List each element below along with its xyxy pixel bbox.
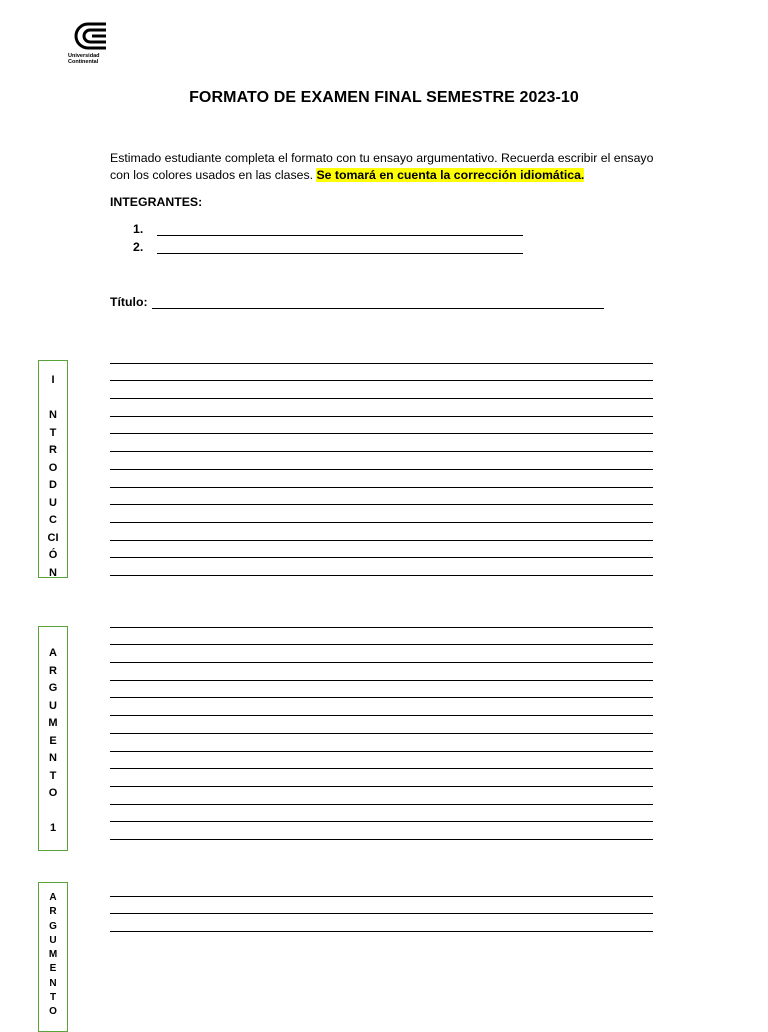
logo-text xyxy=(68,53,110,65)
section-letter xyxy=(51,390,54,408)
writing-line[interactable] xyxy=(110,628,653,646)
writing-line[interactable] xyxy=(110,822,653,840)
section-letter: T xyxy=(49,769,57,782)
section-letter: O xyxy=(49,1006,57,1018)
writing-line[interactable] xyxy=(110,346,653,364)
writing-line[interactable] xyxy=(110,787,653,805)
writing-line[interactable] xyxy=(110,470,653,488)
logo-line1: Universidad xyxy=(68,53,100,59)
section-letter: U xyxy=(49,496,57,509)
section-letter: M xyxy=(48,717,58,729)
continental-logo-icon xyxy=(68,22,108,50)
section-letter: A xyxy=(49,647,57,659)
logo-line2: Continental xyxy=(68,59,99,65)
titulo-blank-line[interactable] xyxy=(152,298,604,309)
section-letter: M xyxy=(48,949,58,961)
writing-line[interactable] xyxy=(110,541,653,559)
writing-line[interactable] xyxy=(110,558,653,576)
writing-line[interactable] xyxy=(110,417,653,435)
instructions-paragraph xyxy=(110,150,655,184)
writing-line[interactable] xyxy=(110,734,653,752)
writing-line[interactable] xyxy=(110,681,653,699)
section-label-argumento-2 xyxy=(38,882,68,1032)
section-letter: U xyxy=(49,934,57,946)
writing-line[interactable] xyxy=(110,716,653,734)
section-letter: R xyxy=(49,906,57,918)
section-letter: C xyxy=(49,514,57,526)
writing-lines-argumento-2[interactable] xyxy=(110,879,653,932)
section-letter: R xyxy=(49,664,57,677)
writing-line[interactable] xyxy=(110,805,653,823)
writing-line[interactable] xyxy=(110,769,653,787)
writing-line[interactable] xyxy=(110,452,653,470)
section-letter: O xyxy=(48,461,58,474)
writing-line[interactable] xyxy=(110,399,653,417)
member-number: 1. xyxy=(133,222,144,236)
instructions-highlight: Se tomará en cuenta la corrección idiomática. xyxy=(316,168,585,182)
university-logo xyxy=(68,22,110,65)
integrantes-label: INTEGRANTES: xyxy=(110,195,203,209)
section-letter: G xyxy=(48,682,58,694)
writing-line[interactable] xyxy=(110,663,653,681)
member-number: 2. xyxy=(133,240,144,254)
section-letter xyxy=(51,803,54,821)
writing-lines-argumento-1[interactable] xyxy=(110,610,653,840)
writing-line[interactable] xyxy=(110,523,653,541)
writing-lines-introduccion[interactable] xyxy=(110,346,653,576)
section-letter: T xyxy=(49,426,57,439)
writing-line[interactable] xyxy=(110,645,653,663)
section-letter: E xyxy=(49,734,57,747)
member-blank-line[interactable] xyxy=(157,225,523,236)
writing-line[interactable] xyxy=(110,364,653,382)
writing-line[interactable] xyxy=(110,488,653,506)
section-letter: G xyxy=(49,920,57,932)
section-letter: N xyxy=(49,566,57,578)
section-letter: N xyxy=(49,752,57,764)
writing-line[interactable] xyxy=(110,505,653,523)
section-letter: R xyxy=(49,444,57,456)
section-letter: E xyxy=(49,963,57,975)
member-blank-line[interactable] xyxy=(157,243,523,254)
section-letter: A xyxy=(49,892,57,903)
writing-line[interactable] xyxy=(110,914,653,932)
writing-line[interactable] xyxy=(110,897,653,915)
section-letter: O xyxy=(48,787,58,799)
section-letter: N xyxy=(49,977,57,989)
section-letter: Ó xyxy=(48,549,58,561)
writing-line[interactable] xyxy=(110,610,653,628)
instructions-text: Estimado estudiante completa el formato con tu ensayo argumentativo. Recuerda escribir el ensayo con los colores usados en las clases. xyxy=(110,151,654,182)
section-label-introduccion xyxy=(38,360,68,578)
section-letter: U xyxy=(49,699,57,712)
section-letter: CI xyxy=(47,531,59,544)
member-field-2[interactable] xyxy=(133,240,523,254)
titulo-label: Título: xyxy=(110,295,148,309)
section-letter: 1 xyxy=(49,822,57,834)
section-letter: D xyxy=(49,479,57,491)
section-letter: I xyxy=(51,374,55,386)
writing-line[interactable] xyxy=(110,752,653,770)
titulo-field[interactable] xyxy=(110,295,604,309)
section-letter: T xyxy=(49,992,57,1004)
page-title: FORMATO DE EXAMEN FINAL SEMESTRE 2023-10 xyxy=(189,89,579,106)
writing-line[interactable] xyxy=(110,698,653,716)
member-field-1[interactable] xyxy=(133,222,523,236)
section-label-argumento-1 xyxy=(38,626,68,851)
writing-line[interactable] xyxy=(110,434,653,452)
writing-line[interactable] xyxy=(110,381,653,399)
section-letter: N xyxy=(49,409,57,421)
writing-line[interactable] xyxy=(110,879,653,897)
